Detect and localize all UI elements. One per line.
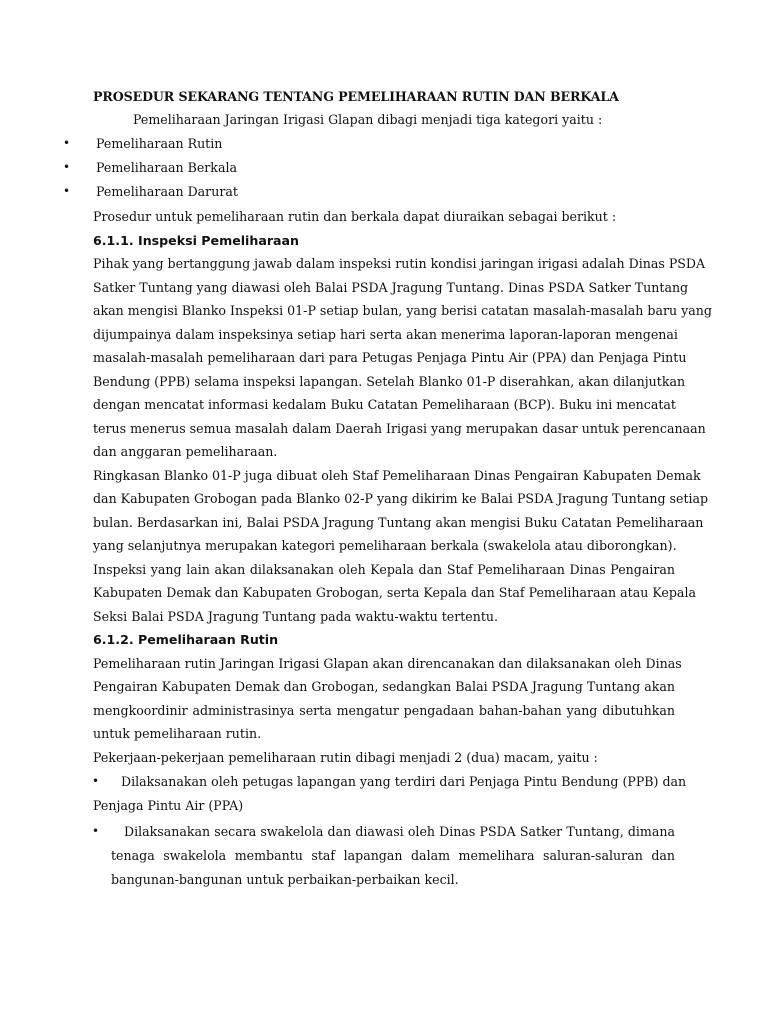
bullet-icon: • — [63, 160, 71, 174]
list-item-line: Dilaksanakan secara swakelola dan diawasi oleh Dinas PSDA Satker Tuntang, dimana — [124, 824, 675, 839]
paragraph-line: dijumpainya dalam inspeksinya setiap hari serta akan menerima laporan-laporan mengenai — [93, 327, 678, 342]
paragraph-line: dan anggaran pemeliharaan. — [93, 444, 278, 459]
paragraph-line: dan Kabupaten Grobogan pada Blanko 02-P yang dikirim ke Balai PSDA Jragung Tuntang setiap — [93, 491, 709, 506]
bullet-icon: • — [92, 824, 100, 838]
paragraph-line: Pihak yang bertanggung jawab dalam inspeksi rutin kondisi jaringan irigasi adalah Dinas PSDA — [93, 256, 706, 271]
list-item-line: Penjaga Pintu Air (PPA) — [93, 798, 244, 813]
procedure-intro: Prosedur untuk pemeliharaan rutin dan berkala dapat diuraikan sebagai berikut : — [93, 209, 617, 224]
paragraph-line: Pengairan Kabupaten Demak dan Grobogan, sedangkan Balai PSDA Jragung Tuntang akan — [93, 679, 675, 694]
bullet-icon: • — [63, 136, 71, 150]
paragraph-line: untuk pemeliharaan rutin. — [93, 726, 262, 741]
paragraph-line: dengan mencatat informasi kedalam Buku Catatan Pemeliharaan (BCP). Buku ini mencatat — [93, 397, 676, 412]
paragraph-line: Bendung (PPB) selama inspeksi lapangan. Setelah Blanko 01-P diserahkan, akan dilanjutkan — [93, 374, 686, 389]
paragraph-line: Seksi Balai PSDA Jragung Tuntang pada waktu-waktu tertentu. — [93, 609, 499, 624]
paragraph-line: masalah-masalah pemeliharaan dari para Petugas Penjaga Pintu Air (PPA) dan Penjaga Pintu — [93, 350, 687, 365]
category-item: Pemeliharaan Rutin — [96, 136, 223, 151]
paragraph-line: Pekerjaan-pekerjaan pemeliharaan rutin dibagi menjadi 2 (dua) macam, yaitu : — [93, 750, 598, 765]
section-heading-inspeksi: 6.1.1. Inspeksi Pemeliharaan — [93, 233, 300, 248]
list-item-line: Dilaksanakan oleh petugas lapangan yang terdiri dari Penjaga Pintu Bendung (PPB) dan — [121, 774, 687, 789]
paragraph-line: Pemeliharaan rutin Jaringan Irigasi Glapan akan direncanakan dan dilaksanakan oleh Dinas — [93, 656, 682, 671]
paragraph-line: terus menerus semua masalah dalam Daerah Irigasi yang merupakan dasar untuk perencanaan — [93, 421, 706, 436]
bullet-icon: • — [63, 184, 71, 198]
section-heading-rutin: 6.1.2. Pemeliharaan Rutin — [93, 632, 279, 647]
paragraph-line: bulan. Berdasarkan ini, Balai PSDA Jragung Tuntang akan mengisi Buku Catatan Pemeliharaan — [93, 515, 704, 530]
intro-text: Pemeliharaan Jaringan Irigasi Glapan dibagi menjadi tiga kategori yaitu : — [133, 112, 603, 127]
list-item-line: bangunan-bangunan untuk perbaikan-perbaikan kecil. — [111, 872, 459, 887]
paragraph-line: mengkoordinir administrasinya serta mengatur pengadaan bahan-bahan yang dibutuhkan — [93, 703, 675, 718]
paragraph-line: yang selanjutnya merupakan kategori pemeliharaan berkala (swakelola atau diborongkan). — [93, 538, 677, 553]
bullet-icon: • — [92, 774, 100, 788]
paragraph-line: Satker Tuntang yang diawasi oleh Balai PSDA Jragung Tuntang. Dinas PSDA Satker Tuntang — [93, 280, 689, 295]
paragraph-line: Ringkasan Blanko 01-P juga dibuat oleh Staf Pemeliharaan Dinas Pengairan Kabupaten Demak — [93, 468, 701, 483]
list-item-line: tenaga swakelola membantu staf lapangan dalam memelihara saluran-saluran dan — [111, 848, 675, 863]
paragraph-line: akan mengisi Blanko Inspeksi 01-P setiap bulan, yang berisi catatan masalah-masalah baru yang — [93, 303, 712, 318]
category-item: Pemeliharaan Darurat — [96, 184, 238, 199]
paragraph-line: Inspeksi yang lain akan dilaksanakan oleh Kepala dan Staf Pemeliharaan Dinas Pengairan — [93, 562, 675, 577]
category-item: Pemeliharaan Berkala — [96, 160, 237, 175]
document-title: PROSEDUR SEKARANG TENTANG PEMELIHARAAN RUTIN DAN BERKALA — [93, 89, 619, 104]
paragraph-line: Kabupaten Demak dan Kabupaten Grobogan, serta Kepala dan Staf Pemeliharaan atau Kepala — [93, 585, 696, 600]
